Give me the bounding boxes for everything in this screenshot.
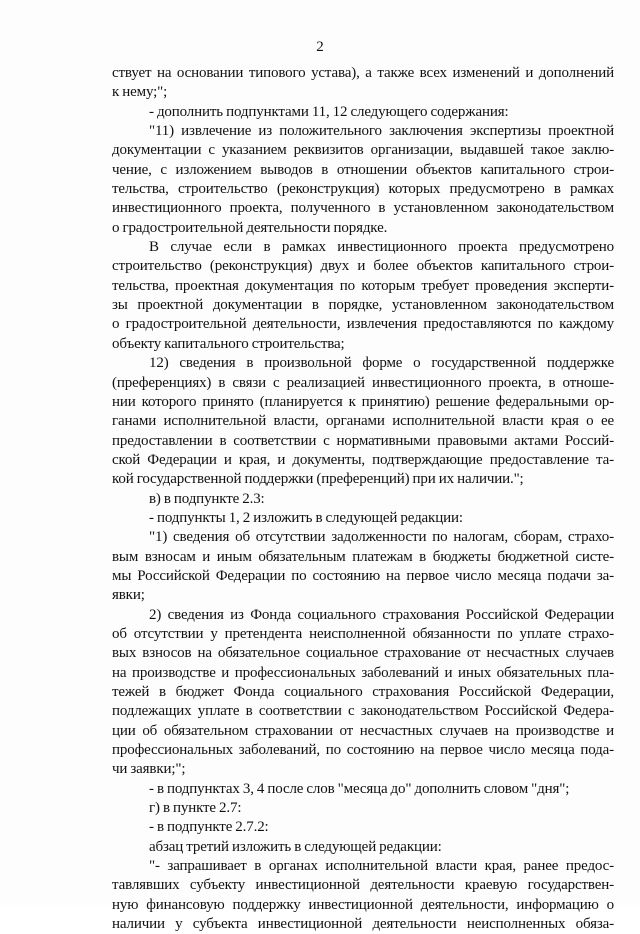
text-line: абзац третий изложить в следующей редакции:	[149, 838, 442, 855]
document-body	[112, 64, 614, 934]
text-line: - подпункты 1, 2 изложить в следующей редакции:	[149, 509, 463, 526]
text-line: объекту капитального строительства;	[112, 335, 345, 352]
text-line: в) в подпункте 2.3:	[149, 490, 265, 507]
text-line: явки;	[112, 587, 145, 604]
text-line: "- запрашивает в органах исполнительной власти края, ранее предос-	[149, 858, 614, 875]
text-line: "1) сведения об отсутствии задолженности по налогам, сборам, страхо-	[149, 529, 614, 546]
text-line: 2) сведения из Фонда социального страхования Российской Федерации	[149, 606, 614, 623]
text-line: чение, с изложением выводов в отношении объектов капитального строи-	[112, 161, 614, 178]
text-line: вых взносов на обязательное социальное страхование от несчастных случаев	[112, 645, 614, 662]
text-line: подлежащих уплате в соответствии с законодательством Российской Федера-	[112, 703, 614, 720]
text-line: о градостроительной деятельности, извлечения предоставляются по каждому	[112, 316, 614, 333]
text-line: тежей в бюджет Фонда социального страхования Российской Федерации,	[112, 684, 614, 700]
text-line: ганами исполнительной власти, органами исполнительной власти края о ее	[112, 413, 614, 430]
text-line: документации с указанием реквизитов организации, выдавшей такое заклю-	[112, 142, 614, 159]
text-line: зы проектной документации в порядке, установленном законодательством	[112, 297, 614, 314]
text-line: 12) сведения в произвольной форме о государственной поддержке	[149, 355, 614, 372]
text-line: В случае если в рамках инвестиционного проекта предусмотрено	[149, 239, 614, 256]
text-line: ской Федерации и края, и документы, подтверждающие предоставление та-	[112, 451, 614, 468]
text-line: о градостроительной деятельности порядке.	[112, 219, 388, 236]
text-line: на производстве и профессиональных заболеваний и иных обязательных пла-	[112, 664, 614, 681]
text-line: "11) извлечение из положительного заключения экспертизы проектной	[149, 123, 614, 140]
text-line: мы Российской Федерации по состоянию на первое число месяца подачи за-	[112, 567, 614, 584]
text-line: наличии у субъекта инвестиционной деятельности неисполненных обяза-	[112, 916, 614, 933]
text-line: вым взносам и иным обязательным платежам в бюджеты бюджетной систе-	[112, 548, 614, 565]
text-line: ную финансовую поддержку инвестиционной деятельности, информацию о	[112, 896, 614, 913]
text-line: тавлявших субъекту инвестиционной деятельности краевую государствен-	[112, 877, 614, 894]
page-number: 2	[316, 39, 324, 55]
text-line: предоставлении в соответствии с нормативными правовыми актами Россий-	[112, 432, 614, 449]
text-line: профессиональных заболеваний, по состоянию на первое число месяца пода-	[112, 742, 614, 759]
text-line: - дополнить подпунктами 11, 12 следующего содержания:	[149, 103, 509, 120]
text-line: тельства, проектная документация по которым требует проведения эксперти-	[112, 277, 614, 294]
text-line: ствует на основании типового устава), а также всех изменений и дополнений	[112, 65, 614, 81]
text-line: ции об обязательном страховании от несчастных случаев на производстве и	[112, 722, 614, 739]
text-line: - в подпункте 2.7.2:	[149, 819, 269, 836]
text-line: к нему;";	[112, 84, 168, 101]
text-line: (преференциях) в связи с реализацией инвестиционного проекта, в отноше-	[112, 374, 614, 391]
text-line: кой государственной поддержки (преференций) при их наличии.";	[112, 471, 524, 488]
text-line: г) в пункте 2.7:	[149, 800, 242, 817]
text-line: инвестиционного проекта, полученного в установленном законодательством	[112, 200, 614, 217]
text-line: нии которого принято (планируется к принятию) решение федеральными ор-	[112, 393, 614, 410]
text-line: тельства, строительство (реконструкция) которых предусмотрено в рамках	[112, 181, 614, 198]
text-line: об отсутствии у претендента неисполненной обязанности по уплате страхо-	[112, 625, 614, 642]
text-line: строительство (реконструкция) двух и более объектов капитального строи-	[112, 258, 614, 275]
text-line: - в подпунктах 3, 4 после слов "месяца до" дополнить словом "дня";	[149, 780, 570, 797]
text-line: чи заявки;";	[112, 761, 186, 778]
